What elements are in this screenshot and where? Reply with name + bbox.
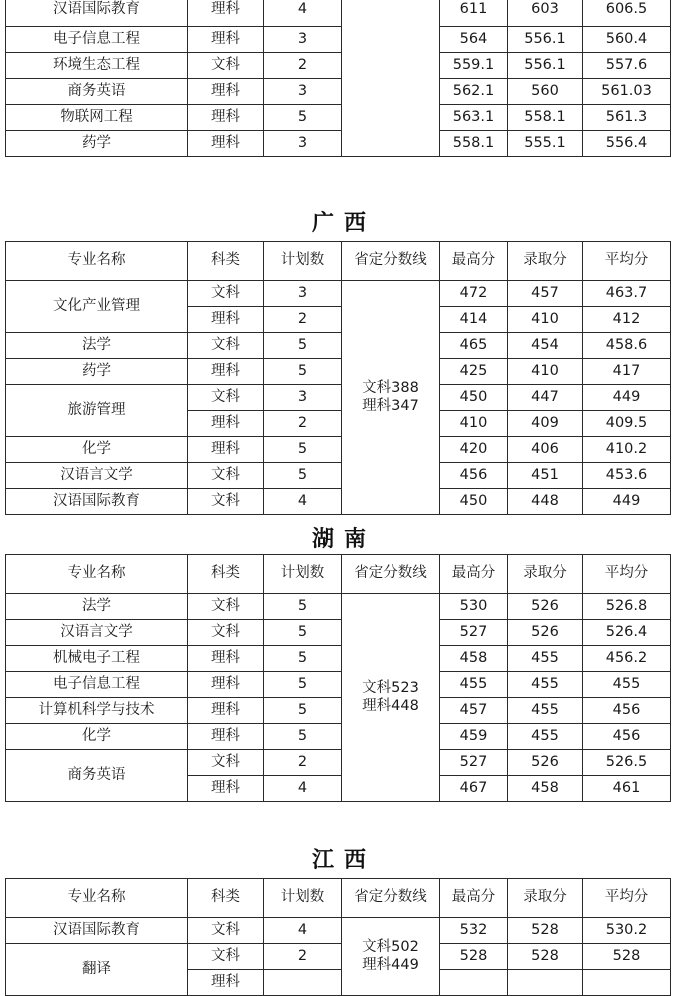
column-header: 专业名称 (6, 879, 188, 918)
category-cell: 理科 (188, 131, 264, 157)
major-name-cell: 药学 (6, 359, 188, 385)
major-name-cell: 机械电子工程 (6, 646, 188, 672)
major-name-cell: 环境生态工程 (6, 53, 188, 79)
section-title-hunan: 湖南 (311, 527, 376, 552)
max-score-cell: 563.1 (440, 105, 508, 131)
province-line-value: 文科502 (362, 939, 419, 956)
avg-score-cell: 412 (583, 307, 671, 333)
admit-score-cell: 409 (508, 411, 583, 437)
column-header: 省定分数线 (342, 879, 440, 918)
avg-score-cell: 453.6 (583, 463, 671, 489)
column-header: 专业名称 (6, 242, 188, 281)
max-score-cell: 472 (440, 281, 508, 307)
table-header-row (6, 242, 671, 281)
table-jiangxi-body (6, 879, 671, 996)
category-cell: 理科 (188, 105, 264, 131)
province-line-value: 文科388 (362, 380, 419, 397)
table-row (6, 53, 671, 79)
section-title-jiangxi: 江西 (311, 848, 376, 873)
max-score-cell: 558.1 (440, 131, 508, 157)
category-cell: 文科 (188, 53, 264, 79)
max-score-cell: 532 (440, 918, 508, 944)
province-line-cell (342, 594, 440, 802)
major-name-cell: 汉语国际教育 (6, 0, 188, 27)
plan-count-cell: 2 (264, 411, 342, 437)
avg-score-cell: 463.7 (583, 281, 671, 307)
plan-count-cell: 4 (264, 918, 342, 944)
max-score-cell: 456 (440, 463, 508, 489)
table-row (6, 105, 671, 131)
category-cell: 理科 (188, 0, 264, 27)
max-score-cell (440, 970, 508, 996)
major-name-cell: 电子信息工程 (6, 672, 188, 698)
plan-count-cell: 3 (264, 79, 342, 105)
admit-score-cell: 447 (508, 385, 583, 411)
plan-count-cell: 3 (264, 27, 342, 53)
table-row (6, 281, 671, 307)
table-row (6, 131, 671, 157)
admit-score-cell: 558.1 (508, 105, 583, 131)
table-row (6, 750, 671, 776)
category-cell: 文科 (188, 333, 264, 359)
major-name-cell: 化学 (6, 724, 188, 750)
admit-score-cell: 451 (508, 463, 583, 489)
plan-count-cell: 5 (264, 463, 342, 489)
table-row (6, 594, 671, 620)
max-score-cell: 450 (440, 489, 508, 515)
major-name-cell: 翻译 (6, 944, 188, 996)
table-hunan (5, 554, 671, 802)
table-guangxi (5, 241, 671, 515)
table-header-row (6, 879, 671, 918)
max-score-cell: 564 (440, 27, 508, 53)
table-row (6, 646, 671, 672)
admit-score-cell: 455 (508, 672, 583, 698)
max-score-cell: 467 (440, 776, 508, 802)
table-row (6, 672, 671, 698)
province-line-value: 文科523 (362, 680, 419, 697)
column-header: 平均分 (583, 242, 671, 281)
plan-count-cell: 5 (264, 646, 342, 672)
avg-score-cell: 449 (583, 385, 671, 411)
plan-count-cell: 2 (264, 944, 342, 970)
category-cell: 理科 (188, 698, 264, 724)
admit-score-cell: 455 (508, 698, 583, 724)
admit-score-cell: 526 (508, 594, 583, 620)
table-row (6, 724, 671, 750)
admit-score-cell (508, 970, 583, 996)
avg-score-cell: 526.8 (583, 594, 671, 620)
plan-count-cell: 5 (264, 724, 342, 750)
max-score-cell: 420 (440, 437, 508, 463)
max-score-cell: 559.1 (440, 53, 508, 79)
admit-score-cell: 603 (508, 0, 583, 27)
province-line-value: 理科448 (362, 697, 419, 714)
table-row (6, 620, 671, 646)
column-header: 计划数 (264, 879, 342, 918)
plan-count-cell: 5 (264, 105, 342, 131)
province-line-value: 理科449 (362, 956, 419, 973)
admit-score-cell: 455 (508, 724, 583, 750)
admit-score-cell: 457 (508, 281, 583, 307)
max-score-cell: 457 (440, 698, 508, 724)
table-row (6, 385, 671, 411)
province-line-cell (342, 0, 440, 157)
admit-score-cell: 555.1 (508, 131, 583, 157)
avg-score-cell: 528 (583, 944, 671, 970)
column-header: 平均分 (583, 879, 671, 918)
column-header: 最高分 (440, 879, 508, 918)
category-cell: 理科 (188, 437, 264, 463)
max-score-cell: 455 (440, 672, 508, 698)
plan-count-cell: 2 (264, 750, 342, 776)
major-name-cell: 商务英语 (6, 750, 188, 802)
column-header: 专业名称 (6, 555, 188, 594)
province-line-cell (342, 918, 440, 996)
major-name-cell: 汉语国际教育 (6, 489, 188, 515)
province-line-cell (342, 281, 440, 515)
category-cell: 理科 (188, 776, 264, 802)
max-score-cell: 530 (440, 594, 508, 620)
major-name-cell: 汉语言文学 (6, 463, 188, 489)
section-title-guangxi: 广西 (311, 211, 376, 236)
avg-score-cell: 526.5 (583, 750, 671, 776)
column-header: 省定分数线 (342, 555, 440, 594)
max-score-cell: 527 (440, 620, 508, 646)
category-cell: 文科 (188, 944, 264, 970)
column-header: 计划数 (264, 555, 342, 594)
admit-score-cell: 458 (508, 776, 583, 802)
table-row (6, 79, 671, 105)
admit-score-cell: 454 (508, 333, 583, 359)
avg-score-cell: 456 (583, 698, 671, 724)
avg-score-cell: 417 (583, 359, 671, 385)
column-header: 平均分 (583, 555, 671, 594)
max-score-cell: 425 (440, 359, 508, 385)
plan-count-cell: 2 (264, 53, 342, 79)
column-header: 科类 (188, 555, 264, 594)
category-cell: 文科 (188, 750, 264, 776)
table-header-row (6, 555, 671, 594)
admit-score-cell: 556.1 (508, 27, 583, 53)
avg-score-cell: 556.4 (583, 131, 671, 157)
max-score-cell: 459 (440, 724, 508, 750)
table-row (6, 27, 671, 53)
avg-score-cell (583, 970, 671, 996)
category-cell: 理科 (188, 646, 264, 672)
plan-count-cell: 4 (264, 489, 342, 515)
max-score-cell: 450 (440, 385, 508, 411)
max-score-cell: 458 (440, 646, 508, 672)
avg-score-cell: 410.2 (583, 437, 671, 463)
plan-count-cell: 5 (264, 672, 342, 698)
table-top-continued (5, 0, 671, 157)
major-name-cell: 汉语言文学 (6, 620, 188, 646)
admit-score-cell: 410 (508, 359, 583, 385)
column-header: 最高分 (440, 555, 508, 594)
table-row (6, 437, 671, 463)
column-header: 录取分 (508, 242, 583, 281)
column-header: 科类 (188, 879, 264, 918)
avg-score-cell: 449 (583, 489, 671, 515)
admit-score-cell: 526 (508, 620, 583, 646)
column-header: 计划数 (264, 242, 342, 281)
plan-count-cell: 2 (264, 307, 342, 333)
max-score-cell: 528 (440, 944, 508, 970)
category-cell: 理科 (188, 724, 264, 750)
plan-count-cell: 4 (264, 776, 342, 802)
table-row (6, 463, 671, 489)
column-header: 录取分 (508, 879, 583, 918)
avg-score-cell: 560.4 (583, 27, 671, 53)
category-cell: 文科 (188, 918, 264, 944)
plan-count-cell: 3 (264, 385, 342, 411)
admit-score-cell: 410 (508, 307, 583, 333)
plan-count-cell: 5 (264, 620, 342, 646)
admit-score-cell: 556.1 (508, 53, 583, 79)
category-cell: 理科 (188, 359, 264, 385)
category-cell: 理科 (188, 27, 264, 53)
province-line-value: 理科347 (362, 397, 419, 414)
avg-score-cell: 530.2 (583, 918, 671, 944)
major-name-cell: 旅游管理 (6, 385, 188, 437)
column-header: 省定分数线 (342, 242, 440, 281)
admit-score-cell: 528 (508, 944, 583, 970)
table-row (6, 333, 671, 359)
avg-score-cell: 456.2 (583, 646, 671, 672)
avg-score-cell: 526.4 (583, 620, 671, 646)
plan-count-cell: 5 (264, 333, 342, 359)
max-score-cell: 562.1 (440, 79, 508, 105)
plan-count-cell: 5 (264, 594, 342, 620)
major-name-cell: 电子信息工程 (6, 27, 188, 53)
major-name-cell: 汉语国际教育 (6, 918, 188, 944)
avg-score-cell: 606.5 (583, 0, 671, 27)
admit-score-cell: 448 (508, 489, 583, 515)
category-cell: 理科 (188, 672, 264, 698)
plan-count-cell: 4 (264, 0, 342, 27)
admit-score-cell: 528 (508, 918, 583, 944)
major-name-cell: 法学 (6, 333, 188, 359)
category-cell: 理科 (188, 307, 264, 333)
max-score-cell: 527 (440, 750, 508, 776)
major-name-cell: 法学 (6, 594, 188, 620)
max-score-cell: 611 (440, 0, 508, 27)
major-name-cell: 文化产业管理 (6, 281, 188, 333)
table-row (6, 0, 671, 27)
major-name-cell: 药学 (6, 131, 188, 157)
column-header: 科类 (188, 242, 264, 281)
avg-score-cell: 461 (583, 776, 671, 802)
avg-score-cell: 456 (583, 724, 671, 750)
avg-score-cell: 458.6 (583, 333, 671, 359)
plan-count-cell: 3 (264, 131, 342, 157)
max-score-cell: 410 (440, 411, 508, 437)
table-row (6, 489, 671, 515)
major-name-cell: 计算机科学与技术 (6, 698, 188, 724)
category-cell: 文科 (188, 463, 264, 489)
admit-score-cell: 526 (508, 750, 583, 776)
avg-score-cell: 561.03 (583, 79, 671, 105)
table-row (6, 918, 671, 944)
table-jiangxi (5, 878, 671, 996)
major-name-cell: 化学 (6, 437, 188, 463)
plan-count-cell: 5 (264, 437, 342, 463)
table-row (6, 359, 671, 385)
admit-score-cell: 455 (508, 646, 583, 672)
plan-count-cell (264, 970, 342, 996)
column-header: 最高分 (440, 242, 508, 281)
table-guangxi-body (6, 242, 671, 515)
category-cell: 文科 (188, 489, 264, 515)
avg-score-cell: 557.6 (583, 53, 671, 79)
avg-score-cell: 409.5 (583, 411, 671, 437)
major-name-cell: 物联网工程 (6, 105, 188, 131)
plan-count-cell: 3 (264, 281, 342, 307)
category-cell: 理科 (188, 411, 264, 437)
plan-count-cell: 5 (264, 698, 342, 724)
admit-score-cell: 560 (508, 79, 583, 105)
admit-score-cell: 406 (508, 437, 583, 463)
table-top-body (6, 0, 671, 157)
column-header: 录取分 (508, 555, 583, 594)
major-name-cell: 商务英语 (6, 79, 188, 105)
category-cell: 理科 (188, 970, 264, 996)
max-score-cell: 414 (440, 307, 508, 333)
category-cell: 理科 (188, 79, 264, 105)
avg-score-cell: 455 (583, 672, 671, 698)
category-cell: 文科 (188, 385, 264, 411)
table-hunan-body (6, 555, 671, 802)
category-cell: 文科 (188, 281, 264, 307)
table-row (6, 698, 671, 724)
max-score-cell: 465 (440, 333, 508, 359)
avg-score-cell: 561.3 (583, 105, 671, 131)
category-cell: 文科 (188, 594, 264, 620)
plan-count-cell: 5 (264, 359, 342, 385)
table-row (6, 944, 671, 970)
category-cell: 文科 (188, 620, 264, 646)
